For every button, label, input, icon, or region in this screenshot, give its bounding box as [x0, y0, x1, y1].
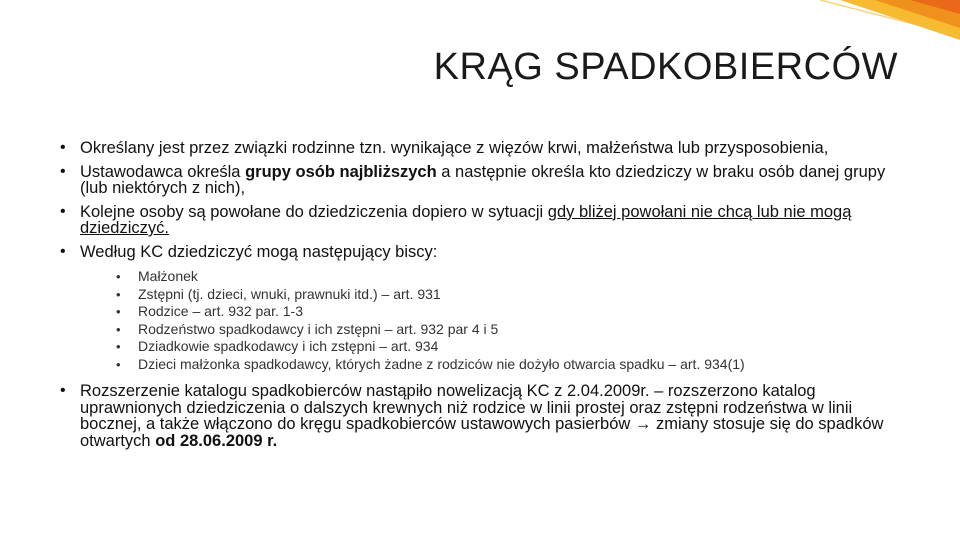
underlined-text: gdy bliżej powołani nie chcą lub nie mogą dziedziczyć. [80, 202, 852, 237]
corner-decoration [780, 0, 960, 40]
slide-content [58, 140, 898, 456]
page-title: KRĄG SPADKOBIERCÓW [433, 46, 898, 88]
sub-list-item: • Dziadkowie spadkodawcy i ich zstępni – art. 934 [112, 338, 898, 356]
heirs-sub-list [112, 268, 898, 373]
sub-list-item: • Zstępni (tj. dzieci, wnuki, prawnuki itd.) – art. 931 [112, 286, 898, 304]
list-item: • Według KC dziedziczyć mogą następujący biscy: • Małżonek • Zstępni (tj. dzieci, wnuki, prawnuki itd.) – art. 931 • Rodzice – art. 932 par. 1-3 • Rodzeństwo spadkodawcy i ich zstępni – art. 932 par 4 i 5 • Dziadkowie spadkodawcy i ich zstępni – art. 934 • Dzieci małżonka spadkodawcy, których żadne z rodziców nie dożyło otwarcia spadku – art. 934(1) [58, 244, 898, 374]
list-item: • Ustawodawca określa grupy osób najbliższych a następnie określa kto dziedziczy w braku osób danej grupy (lub niektórych z nich), [58, 164, 898, 197]
list-item: • Kolejne osoby są powołane do dziedziczenia dopiero w sytuacji gdy bliżej powołani nie chcą lub nie mogą dziedziczyć. [58, 204, 898, 237]
list-item: • Określany jest przez związki rodzinne tzn. wynikające z więzów krwi, małżeństwa lub przysposobienia, [58, 140, 898, 157]
list-item: • Rozszerzenie katalogu spadkobierców nastąpiło nowelizacją KC z 2.04.2009r. – rozszerzono katalog uprawnionych dziedziczenia o dalszych krewnych niż rodzice w linii prostej oraz zstępni rodzeństwa w linii bocznej, a także włączono do kręgu spadkobierców ustawowych pasierbów → zmiany stosuje się do spadków otwartych od 28.06.2009 r. [58, 383, 898, 449]
sub-list-item: • Rodzeństwo spadkodawcy i ich zstępni – art. 932 par 4 i 5 [112, 321, 898, 339]
emphasis-text: grupy osób najbliższych [245, 162, 437, 181]
sub-list-item: • Rodzice – art. 932 par. 1-3 [112, 303, 898, 321]
sub-list-item: • Małżonek [112, 268, 898, 286]
arrow-icon: → [634, 415, 652, 433]
sub-list-item: • Dzieci małżonka spadkodawcy, których żadne z rodziców nie dożyło otwarcia spadku – art. 934(1) [112, 356, 898, 374]
emphasis-text: od 28.06.2009 r. [155, 431, 278, 450]
main-bullet-list [58, 140, 898, 449]
